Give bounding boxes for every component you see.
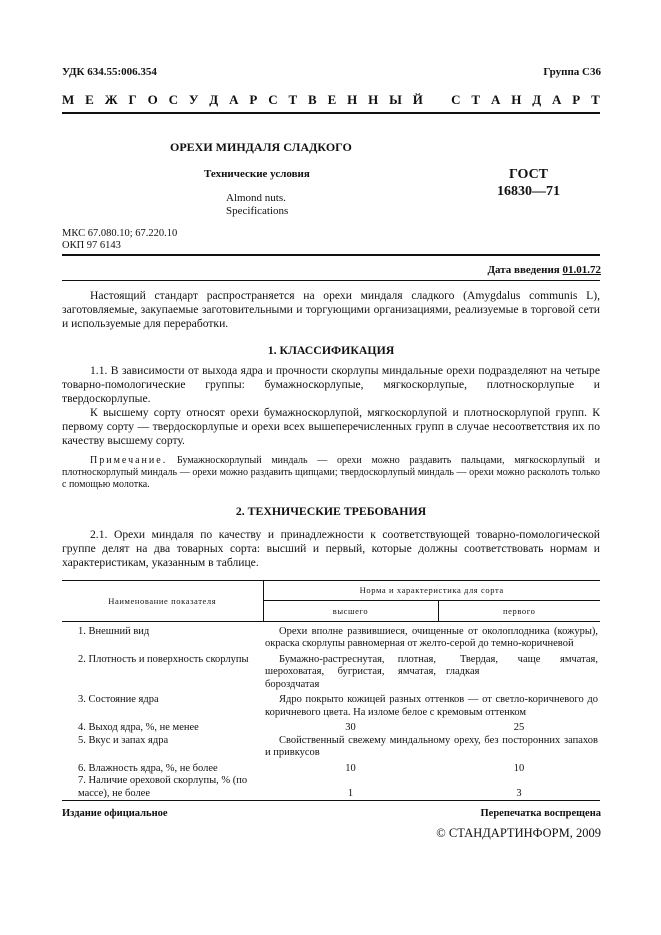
row-value-high: Бумажно-растреснутая, плотная, шероховатая, бугристая, ямчатая, бороздчатая bbox=[265, 653, 436, 690]
row-name: 3. Состояние ядра bbox=[78, 694, 159, 705]
date-divider bbox=[62, 280, 600, 281]
reprint-notice: Перепечатка воспрещена bbox=[480, 808, 601, 819]
banner-letter: Д bbox=[532, 92, 542, 107]
codes-divider bbox=[62, 254, 600, 256]
date-label: Дата введения bbox=[487, 264, 560, 276]
copyright: © СТАНДАРТИНФОРМ, 2009 bbox=[436, 826, 601, 840]
english-title-line1: Almond nuts. bbox=[226, 192, 286, 204]
intro-paragraph: Настоящий стандарт распространяется на орехи миндаля сладкого (Amygdalus communis L), заготовляемые, закупаемые заготовительными и торгующими организациями, реализуемые в торговой сети и используемые для переработки. bbox=[62, 289, 600, 331]
row-value-high: 30 bbox=[345, 722, 356, 733]
banner-letter: С bbox=[168, 92, 178, 107]
row-value-merged: Свойственный свежему миндальному ореху, без посторонних запахов и привкусов bbox=[265, 734, 598, 758]
table-row bbox=[62, 763, 600, 776]
col-header-norm: Норма и характеристика для сорта bbox=[263, 581, 600, 601]
banner-letter: Е bbox=[85, 92, 94, 107]
banner-letter: Р bbox=[249, 92, 258, 107]
banner-letter: М bbox=[62, 92, 75, 107]
banner-letter: Т bbox=[471, 92, 481, 107]
official-edition: Издание официальное bbox=[62, 808, 168, 819]
banner-letter: Н bbox=[511, 92, 522, 107]
banner-letter: Ж bbox=[104, 92, 118, 107]
banner-letter: Р bbox=[572, 92, 581, 107]
gost-designation bbox=[497, 166, 560, 200]
banner-letter: Д bbox=[209, 92, 219, 107]
row-value-high: 10 bbox=[345, 762, 356, 774]
header-divider bbox=[62, 112, 600, 114]
banner-letter: Н bbox=[368, 92, 379, 107]
requirements-table bbox=[62, 580, 600, 800]
row-name: 6. Влажность ядра, %, не более bbox=[78, 762, 218, 774]
banner-letter: А bbox=[552, 92, 562, 107]
row-name: 7. Наличие ореховой скорлупы, % (по массе), не более bbox=[78, 775, 248, 799]
table-row bbox=[62, 694, 600, 719]
row-name: 1. Внешний вид bbox=[78, 625, 150, 637]
banner-letter: Е bbox=[327, 92, 337, 107]
banner-letter: Т bbox=[288, 92, 298, 107]
english-title bbox=[226, 192, 288, 218]
row-name: 2. Плотность и поверхность скорлупы bbox=[78, 653, 249, 665]
banner-letter: С bbox=[451, 92, 461, 107]
group-code: Группа С36 bbox=[543, 66, 601, 78]
banner-letter: Г bbox=[128, 92, 137, 107]
english-title-line2: Specifications bbox=[226, 205, 289, 217]
row-name: 5. Вкус и запах ядра bbox=[78, 734, 169, 746]
section1-heading: 1. КЛАССИФИКАЦИЯ bbox=[267, 343, 395, 357]
table-row bbox=[62, 722, 600, 735]
table-row bbox=[62, 626, 600, 651]
row-value-high: 1 bbox=[347, 787, 354, 799]
section1-paragraph2: К высшему сорту относят орехи бумажноскорлупой, мягкоскорлупой и плотноскорлупой групп. К первому сорту — твердоскорлупые и орехи всех вышеперечисленных групп в случае несоответствия их по качеству высшему сорту. bbox=[62, 406, 600, 448]
classification-codes bbox=[62, 228, 177, 252]
col-header-high: высшего bbox=[263, 601, 438, 622]
footer-divider bbox=[62, 800, 600, 801]
gost-number: 16830—71 bbox=[497, 184, 560, 199]
note-text: Бумажноскорлупый миндаль — орехи можно раздавить пальцами, мягкоскорлупый и плотноскорлупый миндаль — орехи можно раздавить щипцами; твердоскорлупый миндаль — орехи можно расколоть только с помощью молотка. bbox=[62, 455, 601, 490]
banner-letter: О bbox=[147, 92, 158, 107]
banner-letter: Ы bbox=[389, 92, 402, 107]
date-value: 01.01.72 bbox=[562, 264, 601, 276]
row-value-first: 10 bbox=[513, 762, 525, 774]
row-value-first: 25 bbox=[513, 722, 525, 733]
banner-letter: А bbox=[490, 92, 501, 107]
gost-label: ГОСТ bbox=[508, 167, 549, 182]
note-label: Примечание. bbox=[90, 455, 168, 466]
introduction-date bbox=[487, 264, 601, 276]
banner-letter: Й bbox=[412, 92, 423, 107]
col-header-name: Наименование показателя bbox=[62, 581, 263, 622]
mks-code: МКС 67.080.10; 67.220.10 bbox=[62, 228, 178, 239]
table-row bbox=[62, 654, 600, 692]
udk-code: УДК 634.55:006.354 bbox=[62, 66, 157, 78]
banner-letter: А bbox=[229, 92, 239, 107]
row-value-first: 3 bbox=[516, 787, 522, 799]
banner-letter: С bbox=[268, 92, 278, 107]
col-header-first: первого bbox=[438, 601, 600, 622]
section1-note bbox=[62, 455, 600, 491]
banner-letter: В bbox=[308, 92, 317, 107]
table-row bbox=[62, 775, 600, 800]
row-value-merged: Орехи вполне развившиеся, очищенные от околоплодника (кожуры), окраска скорлупы равномерная от желто-серой до темно-коричневой bbox=[265, 625, 598, 649]
document-title: ОРЕХИ МИНДАЛЯ СЛАДКОГО bbox=[170, 140, 352, 154]
document-subtitle: Технические условия bbox=[204, 168, 310, 180]
row-value-merged: Ядро покрыто кожицей разных оттенков — от светло-коричневого до коричневого цвета. На изломе белое с кремовым оттенком bbox=[265, 694, 598, 718]
okp-code: ОКП 97 6143 bbox=[62, 240, 121, 251]
table-row bbox=[62, 735, 600, 760]
interstate-standard-banner bbox=[62, 92, 600, 108]
section2-paragraph1: 2.1. Орехи миндаля по качеству и принадлежности к соответствующей товарно-помологической группе делят на два товарных сорта: высший и первый, которые должны соответствовать нормам и характеристикам, указанным в таблице. bbox=[62, 528, 600, 570]
banner-letter: У bbox=[188, 92, 199, 107]
section1-paragraph1: 1.1. В зависимости от выхода ядра и прочности скорлупы миндальные орехи подразделяют на четыре товарно-помологические группы: бумажноскорлупые, мягкоскорлупые, плотноскорлупые и твердоскорлупые. bbox=[62, 364, 600, 406]
section2-heading: 2. ТЕХНИЧЕСКИЕ ТРЕБОВАНИЯ bbox=[235, 504, 427, 518]
banner-letter bbox=[434, 92, 441, 108]
banner-letter: Н bbox=[347, 92, 358, 107]
banner-letter: Т bbox=[591, 92, 600, 107]
row-name: 4. Выход ядра, %, не менее bbox=[78, 722, 199, 733]
row-value-first: Твердая, чаще ямчатая, гладкая bbox=[446, 653, 598, 677]
